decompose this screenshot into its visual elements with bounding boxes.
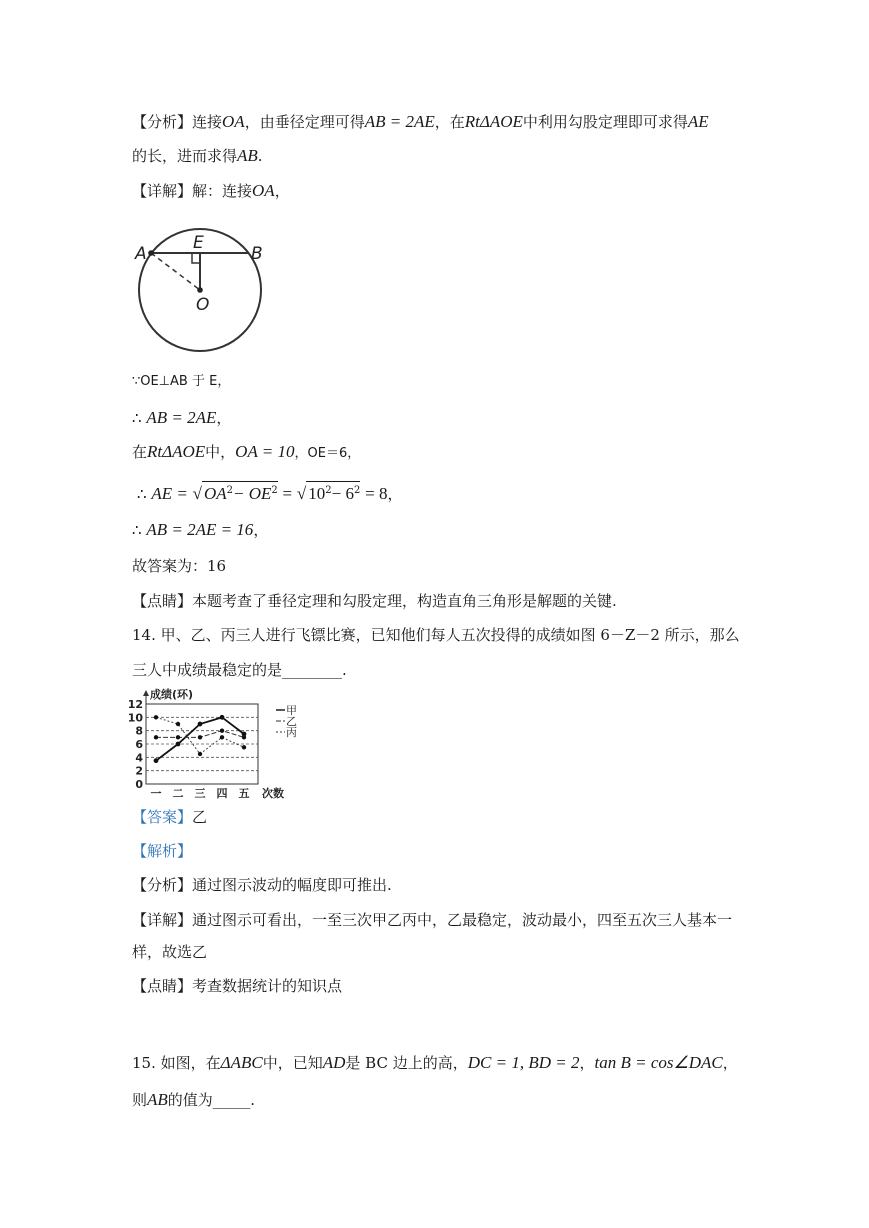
q14-jiexi-tag: 【解析】	[132, 842, 193, 860]
data-point	[176, 742, 181, 747]
y-tick-label: 4	[135, 751, 143, 765]
label-o: O	[196, 295, 210, 315]
detail-tag: 【详解】	[132, 182, 193, 200]
point-a	[148, 250, 154, 256]
math: AE =	[151, 484, 188, 503]
x-tick-label: 二	[172, 787, 184, 800]
text: 中，	[205, 443, 236, 461]
text: 本题考查了垂径定理和勾股定理，构造直角三角形是解题的关键.	[192, 592, 617, 610]
x-axis-label: 次数	[262, 787, 284, 800]
right-angle-mark	[192, 253, 200, 263]
math: OA	[203, 484, 227, 503]
text: ，	[274, 182, 290, 200]
math: = 8	[365, 484, 388, 503]
data-point	[176, 722, 180, 726]
q13-step1: ∵OE⊥AB 于 E，	[132, 374, 231, 389]
x-tick-label: 五	[238, 787, 250, 800]
comment-tag: 【点睛】	[132, 977, 193, 995]
legend-label: 甲	[286, 704, 297, 717]
therefore-symbol: ∴	[132, 521, 142, 539]
y-tick-label: 10	[127, 711, 143, 725]
text: 中，已知	[262, 1054, 323, 1072]
data-point	[242, 745, 246, 749]
sup: 2	[226, 485, 233, 496]
text: 解：连接	[192, 182, 253, 200]
math: − 6	[331, 484, 354, 503]
data-point	[220, 735, 224, 739]
text: 中利用勾股定理即可求得	[522, 113, 688, 131]
text: ，在	[434, 113, 465, 131]
text: ，	[253, 521, 269, 539]
math: tan B = cos∠DAC	[594, 1053, 723, 1072]
text: ，	[216, 409, 232, 427]
therefore-symbol: ∴	[137, 485, 147, 503]
q13-step2	[132, 407, 231, 429]
legend-label: 乙	[286, 715, 297, 728]
data-point	[242, 735, 246, 739]
sup: 2	[353, 485, 361, 496]
label-b: B	[251, 244, 263, 264]
text: 的长，进而求得	[132, 147, 238, 165]
sup: 2	[271, 485, 278, 496]
text: 是 BC 边上的高，	[345, 1054, 468, 1072]
q14-comment	[132, 975, 342, 997]
text: ，由垂径定理可得	[244, 113, 365, 131]
text: 15. 如图，在	[132, 1054, 221, 1072]
y-tick-label: 2	[135, 764, 143, 778]
data-point	[154, 735, 158, 739]
y-axis-arrow	[143, 690, 149, 696]
text: 的值为_____.	[167, 1091, 256, 1109]
x-tick-label: 三	[194, 787, 206, 800]
text: ，	[722, 1054, 738, 1072]
q13-comment	[132, 590, 617, 612]
q13-step3	[132, 441, 360, 465]
score-chart	[122, 688, 312, 800]
y-tick-label: 0	[135, 778, 143, 791]
q13-answer: 故答案为：16	[132, 557, 227, 575]
data-point	[176, 735, 180, 739]
q13-step4: ∴ AE = √ $OA^2- OE^2$ = √ $10^2- 6^2 = 8$，	[137, 481, 403, 505]
q13-step5	[132, 519, 268, 541]
math: AD	[322, 1053, 346, 1072]
math: OA = 10	[235, 442, 295, 461]
sqrt-1	[202, 481, 278, 503]
text: ，	[387, 485, 403, 503]
math: OA	[222, 112, 245, 131]
math: DC = 1, BD = 2	[467, 1053, 580, 1072]
q15-line2	[132, 1089, 255, 1111]
sqrt-2	[306, 481, 360, 503]
text: ，	[579, 1054, 595, 1072]
point-o	[197, 287, 203, 293]
q14-answer-line	[132, 806, 207, 828]
circle-figure	[132, 228, 272, 358]
math: AB	[147, 1090, 168, 1109]
text: 在	[132, 443, 148, 461]
data-point	[198, 722, 203, 727]
math: AB = 2AE	[146, 408, 217, 427]
q13-analysis-line2	[132, 145, 263, 167]
math: RtΔAOE	[464, 112, 523, 131]
data-point	[198, 752, 202, 756]
math: =	[282, 484, 293, 503]
math: OA	[252, 181, 275, 200]
label-a: A	[135, 244, 147, 264]
y-tick-label: 6	[135, 738, 143, 751]
answer-tag: 【答案】	[132, 808, 193, 826]
math: RtΔAOE	[147, 442, 206, 461]
data-point	[220, 728, 224, 732]
q13-detail-line	[132, 180, 290, 202]
text: .	[257, 147, 263, 165]
math: 10	[308, 484, 326, 503]
label-e: E	[193, 233, 204, 253]
comment-tag: 【点睛】	[132, 592, 193, 610]
x-tick-label: 一	[150, 787, 162, 800]
q15-line1	[132, 1052, 738, 1074]
y-tick-label: 8	[135, 724, 143, 738]
text: 考查数据统计的知识点	[192, 977, 343, 995]
data-point	[154, 715, 158, 719]
sup: 2	[325, 485, 332, 496]
q14-question-line1: 14. 甲、乙、丙三人进行飞镖比赛，已知他们每人五次投得的成绩如图 6－Z－2 所示，那么	[132, 626, 740, 644]
y-tick-label: 12	[127, 698, 143, 711]
analysis-tag: 【分析】	[132, 113, 193, 131]
text: 通过图示波动的幅度即可推出.	[192, 876, 392, 894]
math: AB = 2AE = 16	[146, 520, 254, 539]
text: 连接	[192, 113, 223, 131]
math: AB = 2AE	[364, 112, 435, 131]
legend-label: 丙	[286, 726, 297, 739]
detail-tag: 【详解】	[132, 911, 193, 929]
data-point	[198, 735, 202, 739]
q14-detail-line1	[132, 909, 732, 931]
q14-question-line2: 三人中成绩最稳定的是________.	[132, 661, 347, 679]
text: 通过图示可看出，一至三次甲乙丙中，乙最稳定，波动最小，四至五次三人基本一	[192, 911, 733, 929]
x-tick-label: 四	[216, 787, 228, 800]
math: − OE	[233, 484, 272, 503]
q14-detail-line2: 样，故选乙	[132, 943, 208, 961]
q13-analysis-line1	[132, 111, 709, 133]
data-point	[154, 758, 159, 763]
text: 则	[132, 1091, 148, 1109]
answer-value: 乙	[192, 808, 208, 826]
y-axis-label: 成绩(环)	[150, 688, 194, 701]
math: AB	[237, 146, 258, 165]
therefore-symbol: ∴	[132, 409, 142, 427]
analysis-tag: 【分析】	[132, 876, 193, 894]
q14-analysis	[132, 874, 392, 896]
math: ΔABC	[220, 1053, 263, 1072]
text: ，OE＝6，	[294, 446, 361, 461]
data-point	[220, 715, 225, 720]
math: AE	[687, 112, 709, 131]
